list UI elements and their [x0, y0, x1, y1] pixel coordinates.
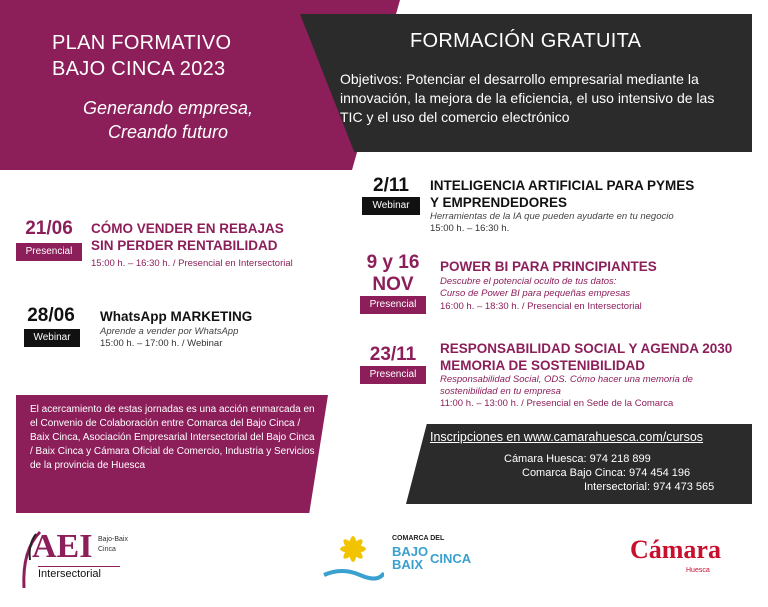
- event-title: WhatsApp MARKETING: [100, 309, 253, 324]
- convenio-text: El acercamiento de estas jornadas es una acción enmarcada en el Convenio de Colaboración entre Comarca del Bajo Cinca / Baix Cinca, Asociación Empresarial Intersectorial del Bajo Cinca / Baix Cinca y Cámara Oficial de Comercio, Industria y Servicios de la provincia de Huesca: [30, 404, 315, 471]
- event-28-06: [22, 305, 322, 355]
- event-date: 2/11: [373, 175, 409, 196]
- camara-huesca-text: Huesca: [686, 567, 710, 574]
- event-2-11: [362, 175, 752, 235]
- aei-intersectorial-logo: [18, 530, 128, 590]
- event-description: Descubre el potencial oculto de tus datos: Curso de Power BI para pequeñas empresas: [440, 276, 631, 299]
- event-21-06: [16, 218, 336, 268]
- event-9-16-nov: [360, 252, 752, 318]
- event-title: INTELIGENCIA ARTIFICIAL PARA PYMES Y EMPRENDEDORES: [430, 178, 695, 210]
- plan-title: PLAN FORMATIVO BAJO CINCA 2023: [52, 32, 232, 80]
- comarca-del-text: COMARCA DEL: [392, 535, 445, 542]
- event-description: Herramientas de la IA que pueden ayudarte en tu negocio: [430, 211, 674, 222]
- event-date: 28/06: [27, 305, 75, 326]
- event-info: 11:00 h. – 13:00 h. / Presencial en Sede de la Comarca: [440, 398, 674, 409]
- inscripciones-link[interactable]: Inscripciones en www.camarahuesca.com/cursos: [430, 430, 704, 444]
- event-date: 23/11: [369, 344, 417, 365]
- event-mode-badge: Presencial: [16, 243, 82, 261]
- event-info: 16:00 h. – 18:30 h. / Presencial en Intersectorial: [440, 301, 642, 312]
- event-title: POWER BI PARA PRINCIPIANTES: [440, 259, 657, 274]
- aei-intersectorial-text: Intersectorial: [38, 566, 120, 581]
- comarca-bajo-cinca-logo: [322, 525, 472, 585]
- aei-small-line1: Bajo-Baix: [98, 536, 128, 543]
- comarca-sun-icon: [322, 525, 384, 583]
- event-mode-badge: Webinar: [24, 329, 80, 347]
- contact-camara: Cámara Huesca: 974 218 899: [504, 453, 651, 465]
- slogan: Generando empresa, Creando futuro: [82, 98, 254, 142]
- event-info: 15:00 h. – 16:30 h.: [430, 223, 510, 234]
- event-description: Aprende a vender por WhatsApp: [100, 326, 239, 337]
- event-title: RESPONSABILIDAD SOCIAL Y AGENDA 2030 MEMORIA DE SOSTENIBILIDAD: [440, 341, 733, 373]
- event-date: 21/06: [25, 218, 73, 239]
- comarca-baix-text: BAIX: [392, 557, 424, 572]
- event-info: 15:00 h. – 16:30 h. / Presencial en Intersectorial: [91, 258, 293, 269]
- event-info: 15:00 h. – 17:00 h. / Webinar: [100, 338, 223, 349]
- event-23-11: [360, 338, 752, 410]
- event-mode-badge: Webinar: [362, 197, 420, 215]
- event-date: 9 y 16 NOV: [366, 252, 420, 295]
- event-description: Responsabilidad Social, ODS. Cómo hacer una memoria de sostenibilidad en tu empresa: [440, 374, 693, 397]
- aei-small-line2: Cinca: [98, 546, 116, 553]
- contact-intersectorial: Intersectorial: 974 473 565: [584, 481, 715, 493]
- camara-word: Cámara: [630, 535, 721, 564]
- objectives-text: Objetivos: Potenciar el desarrollo empresarial mediante la innovación, la mejora de la eficiencia, el uso intensivo de las TIC y el uso del comercio electrónico: [340, 71, 715, 125]
- event-title: CÓMO VENDER EN REBAJAS SIN PERDER RENTABILIDAD: [91, 221, 284, 253]
- event-mode-badge: Presencial: [360, 366, 426, 384]
- contact-comarca: Comarca Bajo Cinca: 974 454 196: [522, 467, 691, 479]
- aei-letters: AEI: [32, 528, 93, 565]
- comarca-bajo-text: BAJO: [392, 544, 429, 559]
- formacion-title: FORMACIÓN GRATUITA: [410, 30, 642, 52]
- event-mode-badge: Presencial: [360, 296, 426, 314]
- camara-huesca-logo: [630, 535, 760, 583]
- comarca-cinca-text: CINCA: [430, 551, 472, 566]
